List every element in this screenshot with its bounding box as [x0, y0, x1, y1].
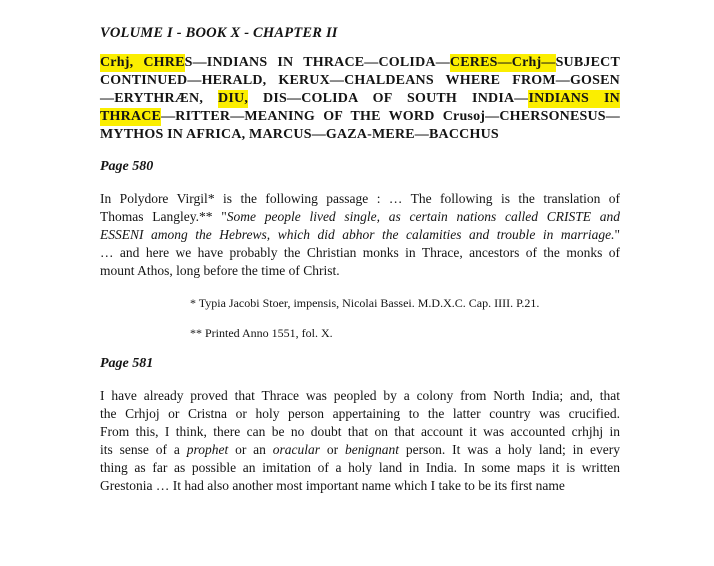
document-title: VOLUME I - BOOK X - CHAPTER II: [100, 25, 338, 41]
text-run: or an: [228, 442, 273, 457]
italic-text: oracular: [272, 442, 321, 457]
heading-line: [100, 90, 620, 108]
paragraph-line: [100, 387, 620, 405]
highlighted-text: INDIANS IN: [528, 91, 620, 106]
page-580-label: Page 580: [100, 159, 154, 174]
text-run: DIS—COLIDA OF SOUTH INDIA—: [248, 91, 529, 106]
paragraph-line: [100, 477, 620, 495]
text-run: or: [320, 442, 346, 457]
paragraph-line: [100, 423, 620, 441]
text-run: ": [614, 227, 620, 242]
text-run: Grestonia … It had also another most important name which I take to be its first name: [100, 478, 565, 493]
italic-text: benignant: [345, 442, 400, 457]
heading-line: [100, 126, 620, 144]
paragraph-page-580: [100, 190, 620, 280]
paragraph-line: [100, 226, 620, 244]
paragraph-line: [100, 405, 620, 423]
text-run: mount Athos, long before the time of Christ.: [100, 263, 340, 278]
text-run: —RITTER—MEANING OF THE WORD Crusoj—CHERSONESUS—: [161, 109, 620, 124]
page-581-label: Page 581: [100, 356, 154, 371]
paragraph-line: [100, 262, 620, 280]
heading-line: [100, 72, 620, 90]
highlighted-text: CERES—Crhj—: [449, 55, 556, 70]
highlighted-text: DIU,: [218, 91, 249, 106]
text-run: MYTHOS IN AFRICA, MARCUS—GAZA-MERE—BACCHUS: [100, 127, 499, 142]
text-run: —ERYTHRÆN,: [100, 91, 219, 106]
footnote-1: * Typia Jacobi Stoer, impensis, Nicolai Bassei. M.D.X.C. Cap. IIII. P.21.: [190, 296, 540, 310]
text-run: SUBJECT: [555, 55, 620, 70]
footnotes-block: [190, 296, 620, 341]
text-run: In Polydore Virgil* is the following passage : … The following is the translation of: [100, 191, 620, 206]
heading-line: [100, 54, 620, 72]
paragraph-line: [100, 208, 620, 226]
text-run: From this, I think, there can be no doubt that on that account it was accounted crhjhj in: [100, 424, 620, 439]
heading-line: [100, 108, 620, 126]
text-run: the Crhjoj or Cristna or holy person appertaining to the latter country was crucified.: [100, 406, 620, 421]
italic-text: Some people lived single, as certain nations called CRISTE and: [226, 209, 621, 224]
paragraph-line: [100, 459, 620, 477]
highlighted-text: THRACE: [100, 109, 162, 124]
paragraph-page-581: [100, 387, 620, 495]
text-run: … and here we have probably the Christian monks in Thrace, ancestors of the monks of: [100, 245, 620, 260]
text-run: I have already proved that Thrace was peopled by a colony from North India; and, that: [100, 388, 620, 403]
chapter-summary-heading: [100, 54, 620, 144]
highlighted-text: Crhj, CHRE: [100, 55, 185, 70]
text-run: its sense of a: [100, 442, 187, 457]
italic-text: prophet: [186, 442, 229, 457]
footnote-2: ** Printed Anno 1551, fol. X.: [190, 326, 333, 340]
paragraph-line: [100, 244, 620, 262]
text-run: person. It was a holy land; in every: [399, 442, 621, 457]
text-run: CONTINUED—HERALD, KERUX—CHALDEANS WHERE FROM—GOSEN: [100, 73, 620, 88]
italic-text: ESSENI among the Hebrews, which did abhor the calamities and trouble in marriage.: [100, 227, 615, 242]
text-run: thing as far as possible an imitation of a holy land in India. In some maps it is written: [100, 460, 620, 475]
text-run: Thomas Langley.** ": [100, 209, 227, 224]
paragraph-line: [100, 441, 620, 459]
paragraph-line: [100, 190, 620, 208]
text-run: S—INDIANS IN THRACE—COLIDA—: [184, 55, 450, 70]
